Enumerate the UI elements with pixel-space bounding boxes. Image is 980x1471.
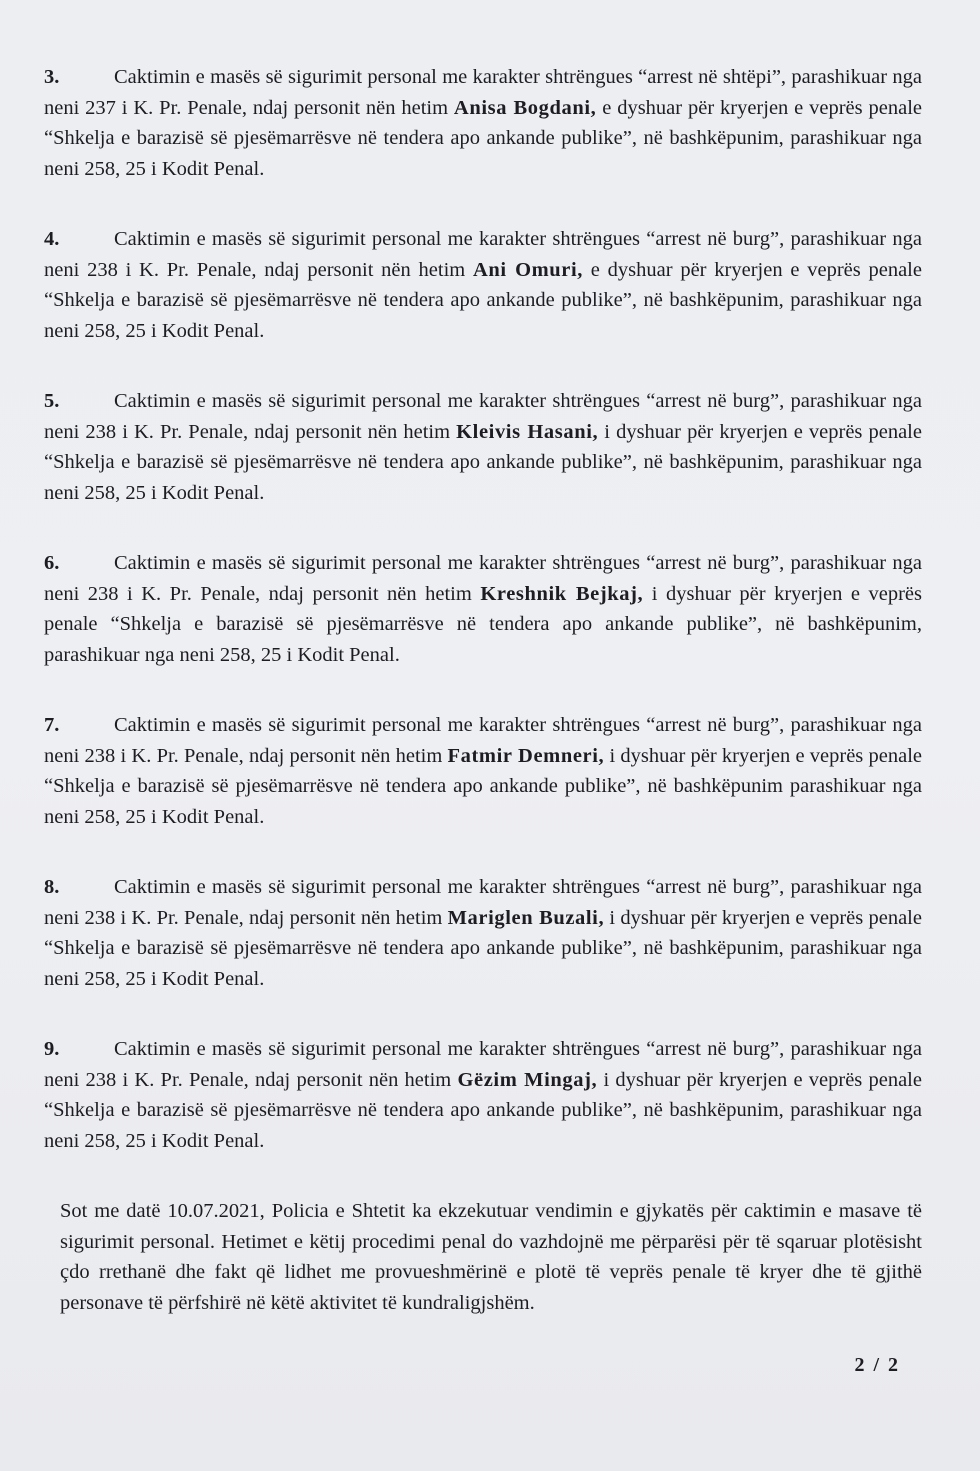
item-text: Caktimin e masës së sigurimit personal me karakter shtrëngues “arrest në burg”, parashikuar nga neni 238 i K. Pr. Penale, ndaj personit nën hetim — [44, 390, 922, 443]
page-number: 2 / 2 — [854, 1354, 900, 1376]
measure-item-4 — [44, 224, 922, 346]
closing-paragraph: Sot me datë 10.07.2021, Policia e Shtetit ka ekzekutuar vendimin e gjykatës për caktimin e masave të sigurimit personal. Hetimet e këtij procedimi penal do vazhdojnë me përparësi për të sqaruar plotësisht çdo rrethanë dhe fakt që lidhet me provueshmërinë e plotë të veprës penale të kryer dhe të gjithë personave të përfshirë në këtë aktivitet të kundraligjshëm. — [60, 1200, 922, 1314]
measure-item-3 — [44, 62, 922, 184]
suspect-name: Kleivis Hasani, — [456, 420, 599, 443]
measure-item-9 — [44, 1034, 922, 1156]
item-text: Caktimin e masës së sigurimit personal me karakter shtrëngues “arrest në burg”, parashikuar nga neni 238 i K. Pr. Penale, ndaj personit nën hetim — [44, 876, 922, 929]
item-number: 8. — [44, 876, 60, 898]
suspect-name: Ani Omuri, — [473, 258, 584, 281]
measure-item-7 — [44, 710, 922, 832]
item-text: Caktimin e masës së sigurimit personal me karakter shtrëngues “arrest në burg”, parashikuar nga neni 238 i K. Pr. Penale, ndaj personit nën hetim — [44, 1038, 922, 1091]
item-text-continued: e dyshuar për kryerjen e veprës penale “Shkelja e barazisë së pjesëmarrësve në tendera apo ankande publike”, në bashkëpunim, parashikuar nga neni 258, 25 i Kodit Penal. — [44, 96, 922, 180]
measure-item-6 — [44, 548, 922, 670]
item-text-continued: i dyshuar për kryerjen e veprës penale “Shkelja e barazisë së pjesëmarrësve në tendera apo ankande publike”, në bashkëpunim, parashikuar nga neni 258, 25 i Kodit Penal. — [44, 420, 922, 504]
item-text-continued: i dyshuar për kryerjen e veprës penale “Shkelja e barazisë së pjesëmarrësve në tendera apo ankande publike”, në bashkëpunim parashikuar nga neni 258, 25 i Kodit Penal. — [44, 744, 922, 828]
measure-item-8 — [44, 872, 922, 994]
item-text: Caktimin e masës së sigurimit personal me karakter shtrëngues “arrest në burg”, parashikuar nga neni 238 i K. Pr. Penale, ndaj personit nën hetim — [44, 714, 922, 767]
item-text-continued: i dyshuar për kryerjen e veprës penale “Shkelja e barazisë së pjesëmarrësve në tendera apo ankande publike”, në bashkëpunim, parashikuar nga neni 258, 25 i Kodit Penal. — [44, 1068, 922, 1152]
item-number: 5. — [44, 390, 60, 412]
item-number: 7. — [44, 714, 60, 736]
item-text-continued: i dyshuar për kryerjen e veprës penale “Shkelja e barazisë së pjesëmarrësve në tendera apo ankande publike”, në bashkëpunim, parashikuar nga neni 258, 25 i Kodit Penal. — [44, 582, 922, 666]
suspect-name: Fatmir Demneri, — [447, 744, 605, 767]
measure-item-5 — [44, 386, 922, 508]
suspect-name: Kreshnik Bejkaj, — [480, 582, 644, 605]
item-text-continued: e dyshuar për kryerjen e veprës penale “Shkelja e barazisë së pjesëmarrësve në tendera apo ankande publike”, në bashkëpunim, parashikuar nga neni 258, 25 i Kodit Penal. — [44, 258, 922, 342]
item-number: 9. — [44, 1038, 60, 1060]
item-number: 3. — [44, 66, 60, 88]
suspect-name: Anisa Bogdani, — [453, 96, 597, 119]
suspect-name: Mariglen Buzali, — [447, 906, 605, 929]
item-text: Caktimin e masës së sigurimit personal me karakter shtrëngues “arrest në burg”, parashikuar nga neni 238 i K. Pr. Penale, ndaj personit nën hetim — [44, 552, 922, 605]
item-number: 6. — [44, 552, 60, 574]
item-text: Caktimin e masës së sigurimit personal me karakter shtrëngues “arrest në shtëpi”, parashikuar nga neni 237 i K. Pr. Penale, ndaj personit nën hetim — [44, 66, 922, 119]
item-text: Caktimin e masës së sigurimit personal me karakter shtrëngues “arrest në burg”, parashikuar nga neni 238 i K. Pr. Penale, ndaj personit nën hetim — [44, 228, 922, 281]
item-number: 4. — [44, 228, 60, 250]
item-text-continued: i dyshuar për kryerjen e veprës penale “Shkelja e barazisë së pjesëmarrësve në tendera apo ankande publike”, në bashkëpunim, parashikuar nga neni 258, 25 i Kodit Penal. — [44, 906, 922, 990]
suspect-name: Gëzim Mingaj, — [457, 1068, 598, 1091]
